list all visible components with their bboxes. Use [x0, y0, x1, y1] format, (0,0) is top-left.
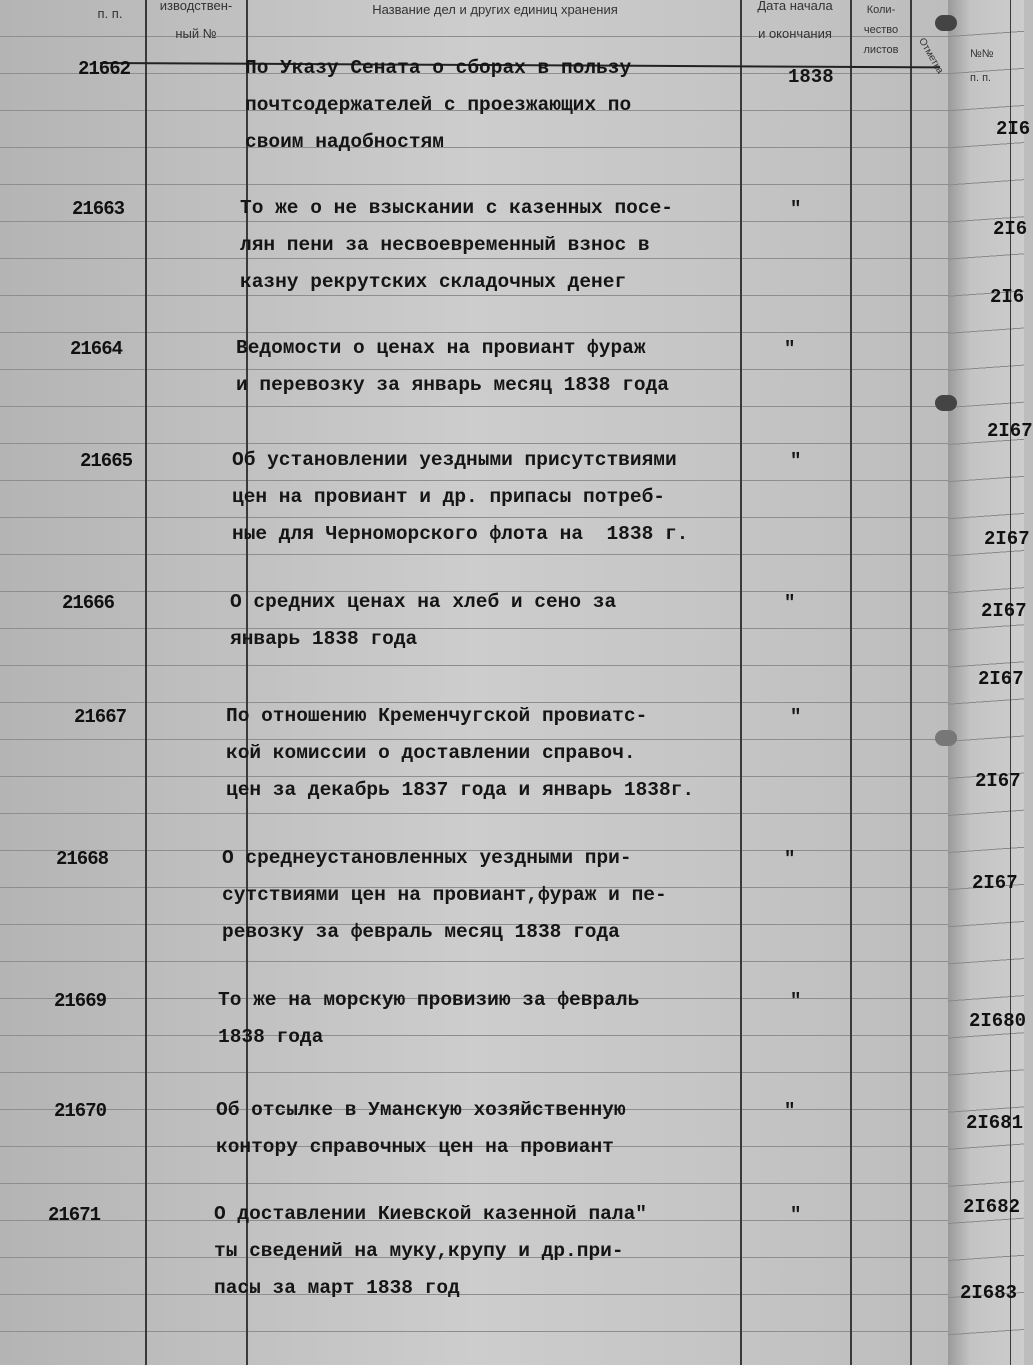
next-page-header: №№ п. п. [970, 48, 994, 84]
column-divider [740, 0, 742, 1365]
entry-date: " [790, 706, 802, 728]
header-count: Коли- чество листов [863, 4, 899, 56]
next-page-number: 2I6 [990, 286, 1025, 308]
header-date: Дата начала и окончания [757, 0, 833, 41]
header-title: Название дел и других единиц хранения [372, 2, 618, 17]
entry-title: О среднеустановленных уездными при- сутствиями цен на провиант,фураж и пе- ревозку за февраль месяц 1838 года [222, 847, 667, 943]
binding-ring [935, 395, 957, 411]
next-page-number: 2I67 [981, 600, 1027, 622]
next-page-number: 2I681 [966, 1112, 1024, 1134]
entry-date: " [790, 198, 802, 220]
entry-number: 21671 [48, 1204, 101, 1226]
entry-number: 21667 [74, 706, 127, 728]
entry-title: Ведомости о ценах на провиант фураж и перевозку за январь месяц 1838 года [236, 337, 669, 396]
entry-date: " [784, 1100, 796, 1122]
next-page-number: 2I682 [963, 1196, 1021, 1218]
next-page-number: 2I67 [978, 668, 1024, 690]
column-divider [145, 0, 147, 1365]
binding-ring [935, 15, 957, 31]
entry-number: 21665 [80, 450, 133, 472]
next-page-number: 2I6 [993, 218, 1028, 240]
next-page-number: 2I67 [984, 528, 1030, 550]
next-page-number: 2I67 [975, 770, 1021, 792]
entry-number: 21668 [56, 848, 109, 870]
entry-date: " [784, 338, 796, 360]
binding-ring [935, 730, 957, 746]
entry-title: По отношению Кременчугской провиатс- кой комиссии о доставлении справоч. цен за декабрь 1837 года и январь 1838г. [226, 705, 695, 801]
entry-number: 21666 [62, 592, 115, 614]
entry-title: Об отсылке в Уманскую хозяйственную контору справочных цен на провиант [216, 1099, 626, 1158]
entry-title: О средних ценах на хлеб и сено за январь 1838 года [230, 591, 617, 650]
column-divider [910, 0, 912, 1365]
entry-number: 21663 [72, 198, 125, 220]
header-num: п. п. [97, 6, 123, 21]
entry-title: Об установлении уездными присутствиями цен на провиант и др. припасы потреб- ные для Черноморского флота на 1838 г. [232, 449, 689, 545]
entry-date: " [790, 1204, 802, 1226]
header-prod-num: изводствен- ный № [159, 0, 233, 41]
entry-title: По Указу Сената о сборах в пользу почтсодержателей с проезжающих по своим надобностям [245, 57, 632, 153]
entry-date: " [784, 848, 796, 870]
column-divider [850, 0, 852, 1365]
entry-date: " [784, 592, 796, 614]
next-page-number: 2I683 [960, 1282, 1018, 1304]
next-page-edge [948, 0, 1033, 1365]
entry-number: 21662 [78, 58, 131, 80]
next-page-number: 2I67 [987, 420, 1033, 442]
entry-title: То же о не взыскании с казенных посе- лян пени за несвоевременный взнос в казну рекрутских складочных денег [240, 197, 673, 293]
entry-date: " [790, 990, 802, 1012]
next-page-number: 2I67 [972, 872, 1018, 894]
header-note: Отметка [916, 36, 946, 76]
entry-number: 21669 [54, 990, 107, 1012]
next-page-number: 2I680 [969, 1010, 1027, 1032]
entry-title: То же на морскую провизию за февраль 1838 года [218, 989, 640, 1048]
entry-date: " [790, 450, 802, 472]
entry-date: 1838 [788, 66, 834, 88]
next-page-number: 2I6 [996, 118, 1031, 140]
entry-number: 21664 [70, 338, 123, 360]
entry-title: О доставлении Киевской казенной пала" ты сведений на муку,крупу и др.при- пасы за март 1838 год [214, 1203, 647, 1299]
entry-number: 21670 [54, 1100, 107, 1122]
